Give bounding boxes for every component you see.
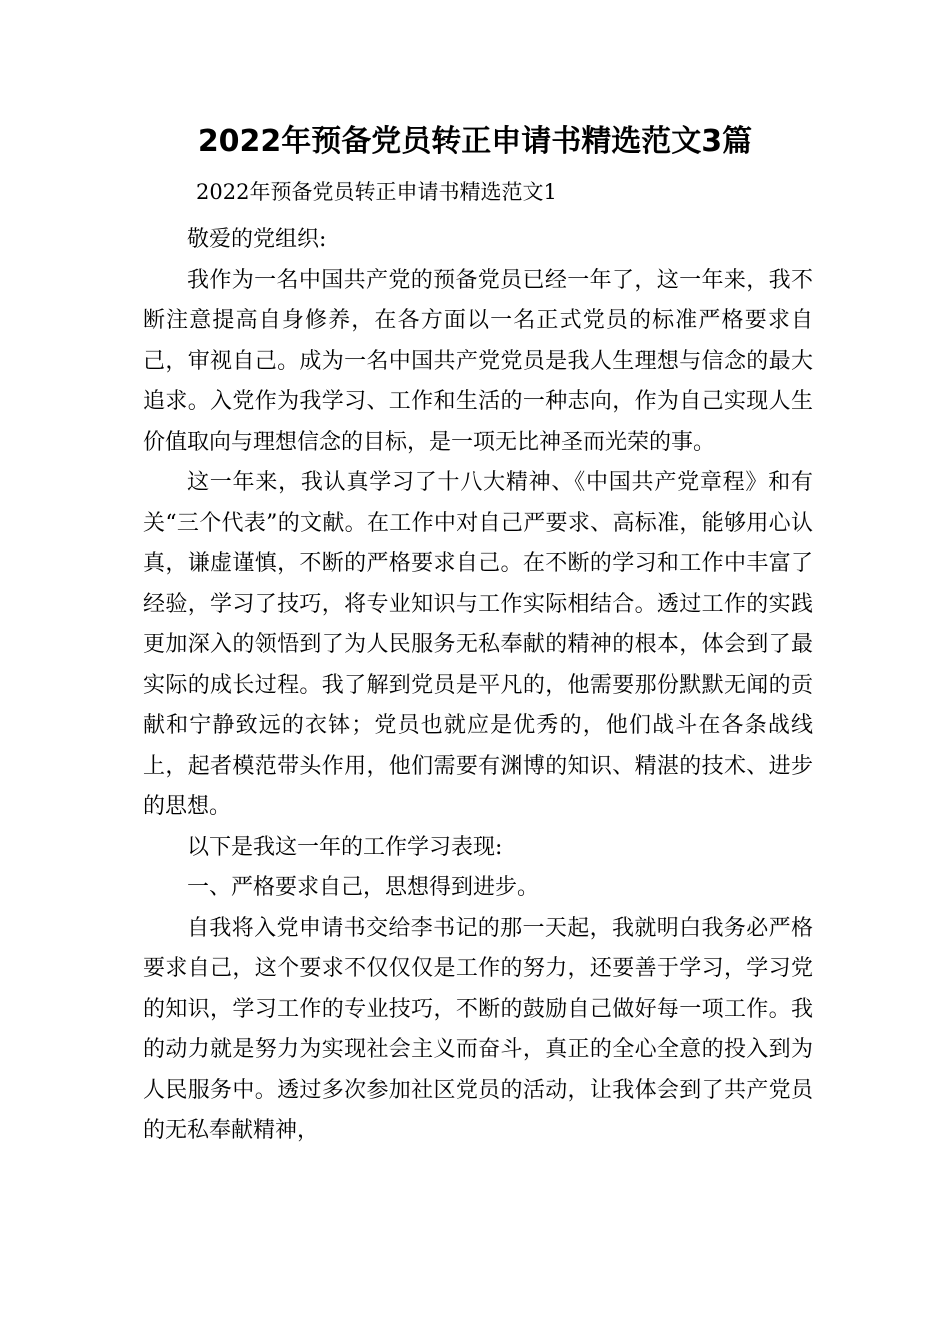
body-paragraph: 这一年来，我认真学习了十八大精神、《中国共产党章程》和有关“三个代表”的文献。在工作中对自己严要求、高标准，能够用心认真，谦虚谨慎，不断的严格要求自己。在不断的学习和工作中丰富了经验，学习了技巧，将专业知识与工作实际相结合。透过工作的实践更加深入的领悟到了为人民服务无私奉献的精神的根本，体会到了最实际的成长过程。我了解到党员是平凡的，他需要那份默默无闻的贡献和宁静致远的衣钵；党员也就应是优秀的，他们战斗在各条战线上，起者模范带头作用，他们需要有渊博的知识、精湛的技术、进步的思想。 xyxy=(143,470,813,819)
document-title: 2022年预备党员转正申请书精选范文3篇 xyxy=(197,124,753,159)
body-paragraph: 自我将入党申请书交给李书记的那一天起，我就明白我务必严格要求自己，这个要求不仅仅仅是工作的努力，还要善于学习，学习党的知识，学习工作的专业技巧，不断的鼓励自己做好每一项工作。我的动力就是努力为实现社会主义而奋斗，真正的全心全意的投入到为人民服务中。透过多次参加社区党员的活动，让我体会到了共产党员的无私奉献精神， xyxy=(143,915,813,1143)
document-subtitle: 2022年预备党员转正申请书精选范文1 xyxy=(196,180,557,204)
body-paragraph: 我作为一名中国共产党的预备党员已经一年了，这一年来，我不断注意提高自身修养，在各方面以一名正式党员的标准严格要求自己，审视自己。成为一名中国共产党党员是我人生理想与信念的最大追求。入党作为我学习、工作和生活的一种志向，作为自己实现人生价值取向与理想信念的目标，是一项无比神圣而光荣的事。 xyxy=(143,267,813,455)
document-body xyxy=(143,220,813,1152)
section-heading: 一、严格要求自己，思想得到进步。 xyxy=(187,875,540,900)
body-paragraph: 以下是我这一年的工作学习表现: xyxy=(187,834,503,860)
salutation: 敬爱的党组织: xyxy=(187,227,327,252)
